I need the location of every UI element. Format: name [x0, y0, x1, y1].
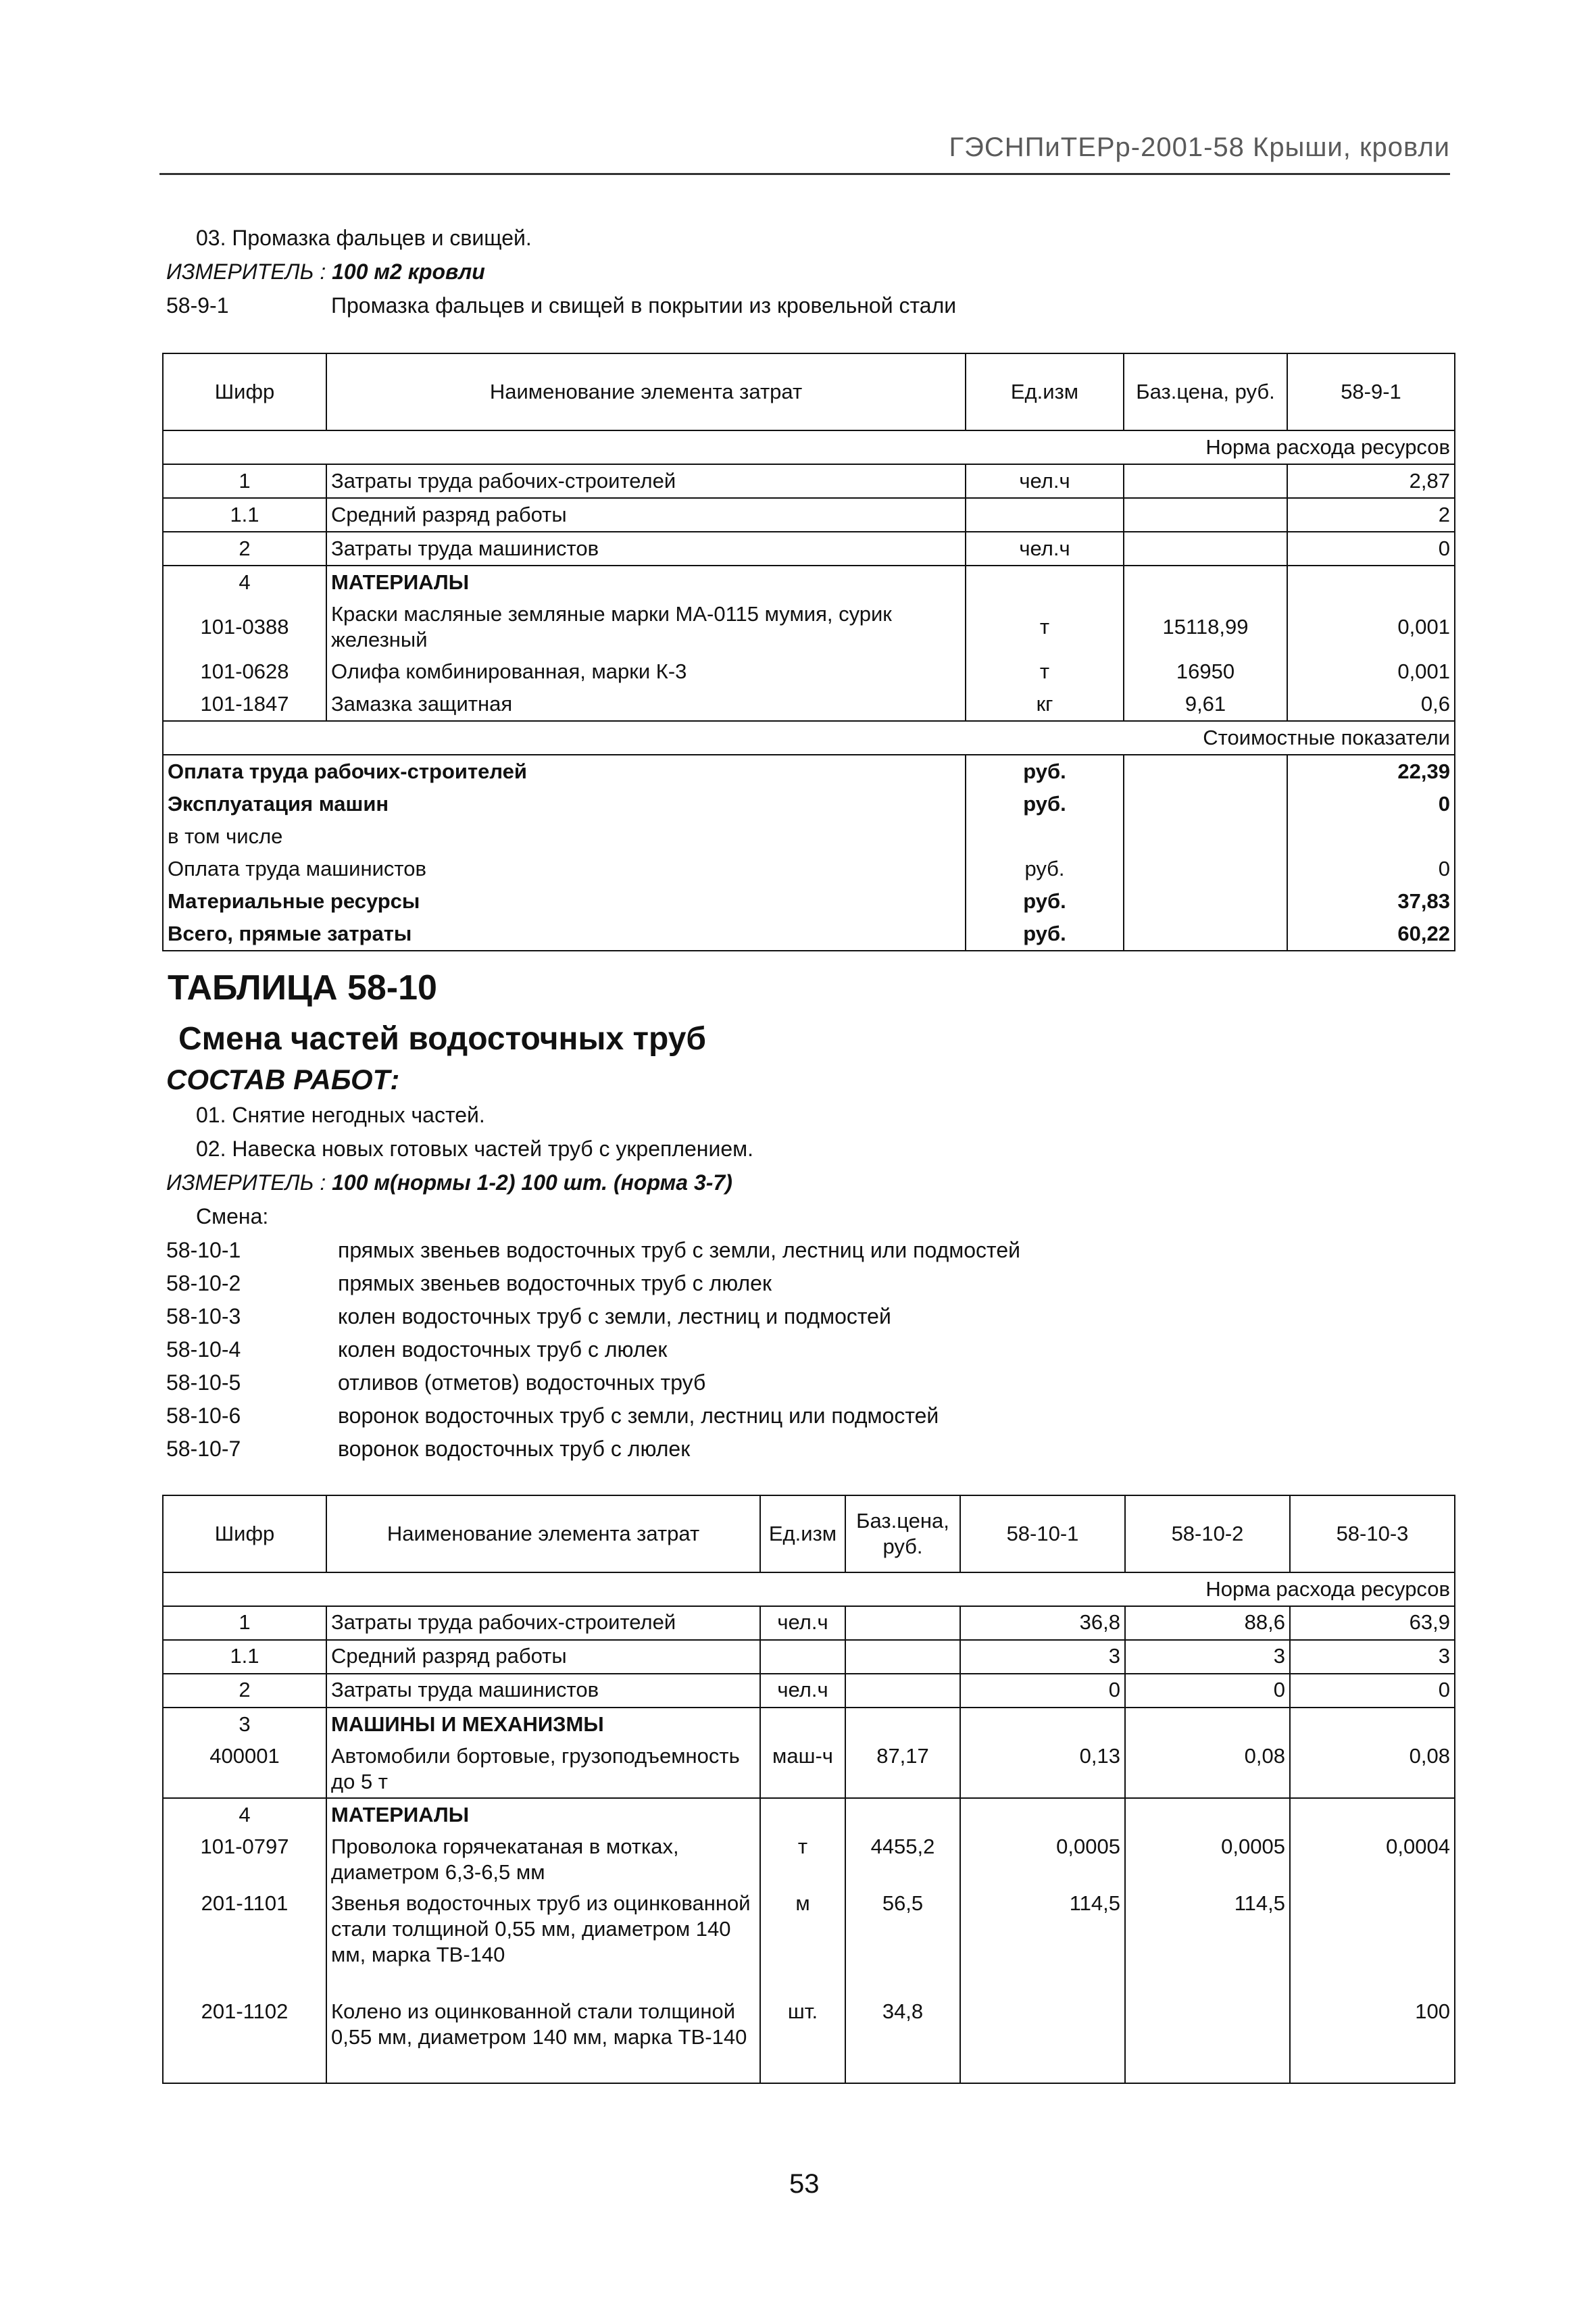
cell-unit: т [966, 655, 1124, 688]
cell-empty [760, 1708, 845, 1741]
table-row [163, 532, 1455, 566]
cost-row [163, 918, 1455, 951]
section-row [163, 1798, 1455, 1831]
cell-code: 1 [163, 464, 326, 498]
table-row [163, 1996, 1455, 2083]
norm-list-desc: воронок водосточных труб с земли, лестниц или подмостей [338, 1403, 939, 1428]
meter-value: 100 м2 кровли [332, 259, 485, 284]
work-item: 03. Промазка фальцев и свищей. [196, 226, 532, 250]
cell-value-3: 0,08 [1290, 1741, 1455, 1798]
norm-list-desc: прямых звеньев водосточных труб с земли, лестниц или подмостей [338, 1238, 1021, 1262]
cost-unit [966, 820, 1124, 853]
cell-code: 201-1101 [163, 1888, 326, 1996]
cell-value-1 [960, 1996, 1125, 2083]
cell-value-2: 0,0005 [1125, 1831, 1290, 1888]
cost-value [1287, 820, 1455, 853]
cell-name: Затраты труда рабочих-строителей [326, 1606, 760, 1640]
cost-row [163, 755, 1455, 788]
cell-value-1: 114,5 [960, 1888, 1125, 1996]
table-row [163, 1831, 1455, 1888]
cost-row [163, 885, 1455, 918]
cost-price [1124, 853, 1287, 885]
table-row [163, 1888, 1455, 1996]
norm-list-code: 58-10-5 [166, 1370, 241, 1395]
cell-name: Затраты труда машинистов [326, 532, 966, 566]
cell-price: 34,8 [845, 1996, 960, 2083]
cell-name: Автомобили бортовые, грузоподъемность до 5 т [326, 1741, 760, 1798]
cell-value-1: 3 [960, 1640, 1125, 1674]
cell-price [1124, 532, 1287, 566]
norm-list-desc: колен водосточных труб с люлек [338, 1337, 668, 1362]
cell-value: 0 [1287, 532, 1455, 566]
cell-code: 101-0628 [163, 655, 326, 688]
cell-price [845, 1606, 960, 1640]
table-row [163, 1741, 1455, 1798]
section-row [163, 1708, 1455, 1741]
cell-unit [966, 566, 1124, 599]
norm-list-item [166, 1336, 667, 1363]
cell-price: 87,17 [845, 1741, 960, 1798]
cell-value-3: 63,9 [1290, 1606, 1455, 1640]
cell-value: 0,001 [1287, 655, 1455, 688]
cell-value-1: 0,13 [960, 1741, 1125, 1798]
cell-code: 2 [163, 532, 326, 566]
cell-empty [960, 1708, 1125, 1741]
cost-unit: руб. [966, 755, 1124, 788]
cell-unit: чел.ч [966, 464, 1124, 498]
th2-col-58-10-3: 58-10-3 [1290, 1495, 1455, 1572]
cell-unit: т [760, 1831, 845, 1888]
cell-empty [1125, 1708, 1290, 1741]
meter-label-2: ИЗМЕРИТЕЛЬ : [166, 1170, 326, 1195]
th2-col-58-10-2: 58-10-2 [1125, 1495, 1290, 1572]
cell-value-1: 0 [960, 1674, 1125, 1708]
cell-value: 0,001 [1287, 599, 1455, 655]
cell-value-1: 36,8 [960, 1606, 1125, 1640]
cell-code: 101-0797 [163, 1831, 326, 1888]
cost-row [163, 853, 1455, 885]
norm-list-item [166, 1237, 1020, 1264]
cost-name: в том числе [163, 820, 966, 853]
norm-list-code: 58-10-3 [166, 1304, 241, 1328]
cell-value: 2 [1287, 498, 1455, 532]
norm-list-code: 58-10-6 [166, 1403, 241, 1428]
cost-value: 37,83 [1287, 885, 1455, 918]
cell-name: Замазка защитная [326, 688, 966, 721]
cell-price [845, 1640, 960, 1674]
cell-price [845, 1674, 960, 1708]
norm-description: Промазка фальцев и свищей в покрытии из кровельной стали [331, 293, 957, 318]
cost-price [1124, 755, 1287, 788]
cost-price [1124, 820, 1287, 853]
cell-empty [1290, 1798, 1455, 1831]
th2-price: Баз.цена, руб. [845, 1495, 960, 1572]
norm-label: Норма расхода ресурсов [163, 430, 1455, 464]
norm-list-code: 58-10-4 [166, 1337, 241, 1362]
cell-price [1124, 464, 1287, 498]
norm-list-code: 58-10-7 [166, 1437, 241, 1461]
cell-name: Затраты труда машинистов [326, 1674, 760, 1708]
cell-unit: шт. [760, 1996, 845, 2083]
cell-price: 56,5 [845, 1888, 960, 1996]
work-item-1: 01. Снятие негодных частей. [196, 1103, 485, 1127]
table-subtitle: Смена частей водосточных труб [178, 1021, 707, 1057]
cost-price [1124, 885, 1287, 918]
table-row [163, 688, 1455, 721]
cell-unit: маш-ч [760, 1741, 845, 1798]
table-row [163, 1606, 1455, 1640]
norm-list-item [166, 1369, 705, 1396]
section-row [163, 566, 1455, 599]
page-number: 53 [789, 2169, 820, 2199]
cell-value-3: 0,0004 [1290, 1831, 1455, 1888]
cell-empty [1125, 1798, 1290, 1831]
th2-col-58-10-1: 58-10-1 [960, 1495, 1125, 1572]
meter-line [166, 258, 485, 285]
th2-name: Наименование элемента затрат [326, 1495, 760, 1572]
cell-value-3: 3 [1290, 1640, 1455, 1674]
cell-unit: чел.ч [760, 1674, 845, 1708]
cost-name: Материальные ресурсы [163, 885, 966, 918]
cell-name: Средний разряд работы [326, 498, 966, 532]
cost-price [1124, 788, 1287, 820]
norm-list-desc: колен водосточных труб с земли, лестниц и подмостей [338, 1304, 891, 1328]
cell-code: 1 [163, 1606, 326, 1640]
cell-value-1: 0,0005 [960, 1831, 1125, 1888]
cost-row [163, 820, 1455, 853]
cost-value: 0 [1287, 788, 1455, 820]
cell-value-2: 0 [1125, 1674, 1290, 1708]
cell-name: Затраты труда рабочих-строителей [326, 464, 966, 498]
norm-list-item [166, 1435, 690, 1462]
th2-unit: Ед.изм [760, 1495, 845, 1572]
meter-line-2 [166, 1169, 732, 1196]
cell-code: 101-0388 [163, 599, 326, 655]
table-row [163, 1640, 1455, 1674]
cost-value: 60,22 [1287, 918, 1455, 951]
cell-value-2 [1125, 1996, 1290, 2083]
work-item-2: 02. Навеска новых готовых частей труб с укреплением. [196, 1137, 754, 1161]
cell-code: 3 [163, 1708, 326, 1741]
cost-value: 0 [1287, 853, 1455, 885]
cell-value-3 [1290, 1888, 1455, 1996]
norm-label-2: Норма расхода ресурсов [163, 1572, 1455, 1606]
cell-value-2: 88,6 [1125, 1606, 1290, 1640]
cost-label: Стоимостные показатели [163, 721, 1455, 755]
norm-code: 58-9-1 [166, 293, 229, 318]
cell-code: 400001 [163, 1741, 326, 1798]
norm-list-desc: воронок водосточных труб с люлек [338, 1437, 691, 1461]
cost-name: Эксплуатация машин [163, 788, 966, 820]
cell-value-2: 3 [1125, 1640, 1290, 1674]
table-row [163, 498, 1455, 532]
norm-list-item [166, 1270, 772, 1297]
section-label: МАШИНЫ И МЕХАНИЗМЫ [326, 1708, 760, 1741]
table-row [163, 655, 1455, 688]
header-rule [159, 173, 1450, 175]
norm-list-code: 58-10-2 [166, 1271, 241, 1295]
norm-list-desc: отливов (отметов) водосточных труб [338, 1370, 706, 1395]
cell-name: Краски масляные земляные марки МА-0115 мумия, сурик железный [326, 599, 966, 655]
cell-code: 4 [163, 566, 326, 599]
th-code: Шифр [163, 353, 326, 430]
th-name: Наименование элемента затрат [326, 353, 966, 430]
cell-name: Средний разряд работы [326, 1640, 760, 1674]
cell-value-3: 100 [1290, 1996, 1455, 2083]
cell-price: 15118,99 [1124, 599, 1287, 655]
section-label: МАТЕРИАЛЫ [326, 566, 966, 599]
table-row [163, 464, 1455, 498]
table-title: ТАБЛИЦА 58-10 [168, 968, 437, 1007]
meter-label: ИЗМЕРИТЕЛЬ : [166, 259, 326, 284]
cost-unit: руб. [966, 885, 1124, 918]
cell-name: Проволока горячекатаная в мотках, диаметром 6,3-6,5 мм [326, 1831, 760, 1888]
cell-empty [1290, 1708, 1455, 1741]
cell-value: 2,87 [1287, 464, 1455, 498]
cost-unit: руб. [966, 853, 1124, 885]
cell-price: 9,61 [1124, 688, 1287, 721]
meter-value-2: 100 м(нормы 1-2) 100 шт. (норма 3-7) [332, 1170, 732, 1195]
cost-row [163, 788, 1455, 820]
cell-name: Звенья водосточных труб из оцинкованной стали толщиной 0,55 мм, диаметром 140 мм, марка ТВ-140 [326, 1888, 760, 1996]
cell-unit: м [760, 1888, 845, 1996]
composition-heading: СОСТАВ РАБОТ: [166, 1064, 400, 1095]
cell-price [1124, 566, 1287, 599]
cell-price: 16950 [1124, 655, 1287, 688]
cell-value-2: 0,08 [1125, 1741, 1290, 1798]
cell-unit: кг [966, 688, 1124, 721]
cell-code: 2 [163, 1674, 326, 1708]
cost-unit: руб. [966, 788, 1124, 820]
cell-unit: т [966, 599, 1124, 655]
cost-name: Оплата труда машинистов [163, 853, 966, 885]
cell-price: 4455,2 [845, 1831, 960, 1888]
cell-name: Колено из оцинкованной стали толщиной 0,55 мм, диаметром 140 мм, марка ТВ-140 [326, 1996, 760, 2083]
table-row [163, 1674, 1455, 1708]
table-row [163, 599, 1455, 655]
cell-value-3: 0 [1290, 1674, 1455, 1708]
cost-value: 22,39 [1287, 755, 1455, 788]
cell-code: 4 [163, 1798, 326, 1831]
cost-price [1124, 918, 1287, 951]
norm-list-code: 58-10-1 [166, 1238, 241, 1262]
cell-value: 0,6 [1287, 688, 1455, 721]
th2-code: Шифр [163, 1495, 326, 1572]
cell-price [1124, 498, 1287, 532]
cell-unit [966, 498, 1124, 532]
cell-code: 101-1847 [163, 688, 326, 721]
norm-list-desc: прямых звеньев водосточных труб с люлек [338, 1271, 772, 1295]
cost-name: Оплата труда рабочих-строителей [163, 755, 966, 788]
cell-value [1287, 566, 1455, 599]
norm-list-item [166, 1402, 939, 1429]
th-price: Баз.цена, руб. [1124, 353, 1287, 430]
cell-name: Олифа комбинированная, марки К-3 [326, 655, 966, 688]
cell-unit: чел.ч [760, 1606, 845, 1640]
cost-name: Всего, прямые затраты [163, 918, 966, 951]
cell-empty [760, 1798, 845, 1831]
section-label: МАТЕРИАЛЫ [326, 1798, 760, 1831]
cell-code: 1.1 [163, 1640, 326, 1674]
cell-unit: чел.ч [966, 532, 1124, 566]
table-58-10 [162, 1495, 1455, 2084]
cell-empty [845, 1798, 960, 1831]
cell-code: 201-1102 [163, 1996, 326, 2083]
cell-empty [960, 1798, 1125, 1831]
cell-unit [760, 1640, 845, 1674]
th-col-58-9-1: 58-9-1 [1287, 353, 1455, 430]
cell-value-2: 114,5 [1125, 1888, 1290, 1996]
norm-list-item [166, 1303, 891, 1330]
th-unit: Ед.изм [966, 353, 1124, 430]
change-label: Смена: [196, 1204, 269, 1228]
running-header: ГЭСНПиТЕРр-2001-58 Крыши, кровли [949, 132, 1450, 162]
cell-empty [845, 1708, 960, 1741]
cost-unit: руб. [966, 918, 1124, 951]
table-58-9 [162, 353, 1455, 951]
cell-code: 1.1 [163, 498, 326, 532]
